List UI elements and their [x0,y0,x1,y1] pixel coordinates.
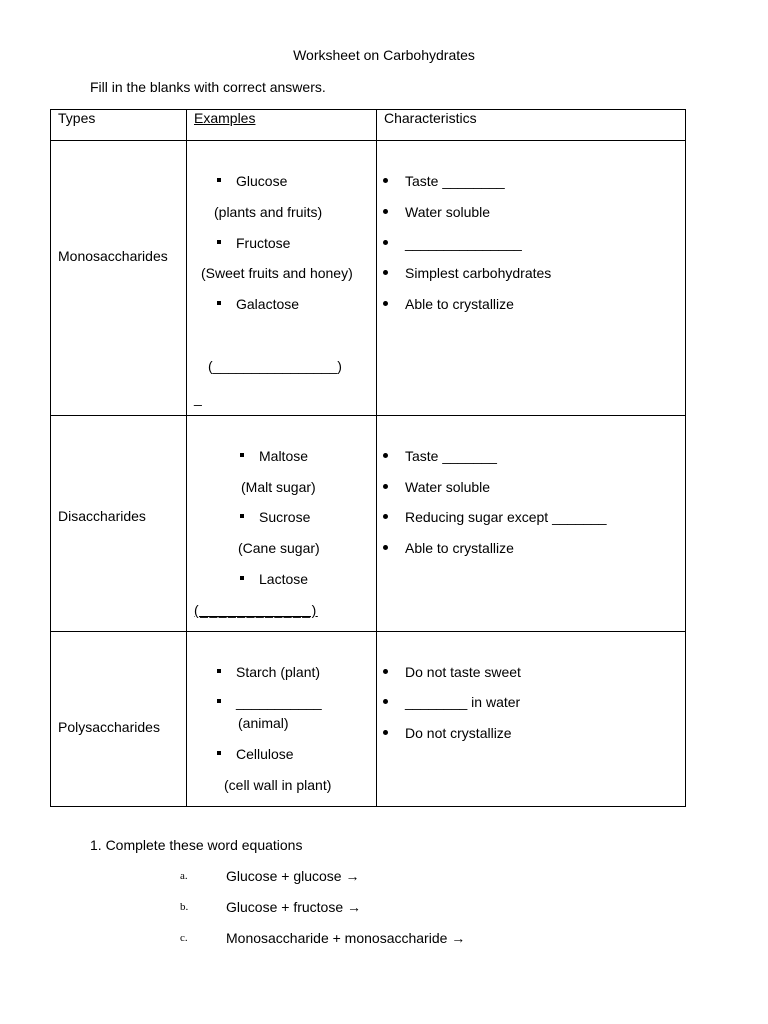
example-note: (Cane sugar) [238,540,320,556]
example-item: Lactose [240,570,308,588]
type-label: Polysaccharides [58,719,160,735]
characteristic-item: ________ in water [383,693,520,711]
equation-text: Glucose + glucose → [226,868,360,884]
worksheet-title: Worksheet on Carbohydrates [293,47,475,63]
type-cell [51,632,187,807]
type-label: Monosaccharides [58,248,168,264]
characteristic-item: Able to crystallize [383,539,514,557]
example-item: Starch (plant) [217,663,320,681]
characteristic-item: Able to crystallize [383,295,514,313]
example-note: (animal) [238,715,289,731]
square-bullet-icon [217,699,221,703]
round-bullet-icon [383,209,388,214]
square-bullet-icon [217,178,221,182]
round-bullet-icon [383,514,388,519]
characteristic-item: Water soluble [383,478,490,496]
example-item: Glucose [217,172,287,190]
characteristics-cell [377,632,686,807]
round-bullet-icon [383,545,388,550]
examples-cell [187,416,377,632]
square-bullet-icon [240,453,244,457]
type-cell [51,141,187,416]
characteristic-item: Taste ________ [383,172,505,190]
header-characteristics [377,110,686,141]
instructions: Fill in the blanks with correct answers. [90,79,326,95]
header-types [51,110,187,141]
round-bullet-icon [383,178,388,183]
example-item: Galactose [217,295,299,313]
characteristics-cell [377,141,686,416]
header-examples [187,110,377,141]
round-bullet-icon [383,240,388,245]
example-note-blank: (________________) [208,358,342,374]
example-item: Fructose [217,234,290,252]
example-item-blank: ___________ [217,693,322,711]
example-note: (Sweet fruits and honey) [201,265,353,281]
item-letter: b. [180,901,189,913]
round-bullet-icon [383,453,388,458]
square-bullet-icon [240,514,244,518]
type-cell [51,416,187,632]
stray-underscore: _ [194,390,202,406]
header-row [51,110,686,141]
row-disaccharides [51,416,686,632]
round-bullet-icon [383,270,388,275]
type-label: Disaccharides [58,508,146,524]
characteristics-cell [377,416,686,632]
example-note: (plants and fruits) [214,204,323,220]
header-types-label: Types [58,110,96,126]
example-note: (Malt sugar) [241,479,316,495]
equation-text: Glucose + fructose → [226,899,362,915]
characteristic-item: Do not taste sweet [383,663,521,681]
example-item: Cellulose [217,745,294,763]
round-bullet-icon [383,699,388,704]
example-note-blank: (____________) [194,602,318,618]
characteristic-item: Do not crystallize [383,724,512,742]
square-bullet-icon [240,576,244,580]
square-bullet-icon [217,240,221,244]
characteristic-item: Taste _______ [383,447,497,465]
item-letter: a. [180,870,188,882]
round-bullet-icon [383,484,388,489]
example-item: Maltose [240,447,308,465]
characteristic-item: Simplest carbohydrates [383,264,551,282]
example-note: (cell wall in plant) [224,777,332,793]
carbohydrates-table [50,109,686,807]
square-bullet-icon [217,751,221,755]
header-examples-label: Examples [194,110,256,126]
round-bullet-icon [383,301,388,306]
example-item: Sucrose [240,508,310,526]
characteristic-item: Water soluble [383,203,490,221]
square-bullet-icon [217,301,221,305]
characteristic-item: Reducing sugar except _______ [383,508,607,526]
characteristic-item: _______________ [383,234,522,252]
question-title: 1. Complete these word equations [90,837,303,853]
item-letter: c. [180,932,188,944]
square-bullet-icon [217,669,221,673]
examples-cell [187,141,377,416]
header-characteristics-label: Characteristics [384,110,477,126]
row-monosaccharides [51,141,686,416]
round-bullet-icon [383,669,388,674]
examples-cell [187,632,377,807]
equation-text: Monosaccharide + monosaccharide → [226,930,466,946]
row-polysaccharides [51,632,686,807]
round-bullet-icon [383,730,388,735]
